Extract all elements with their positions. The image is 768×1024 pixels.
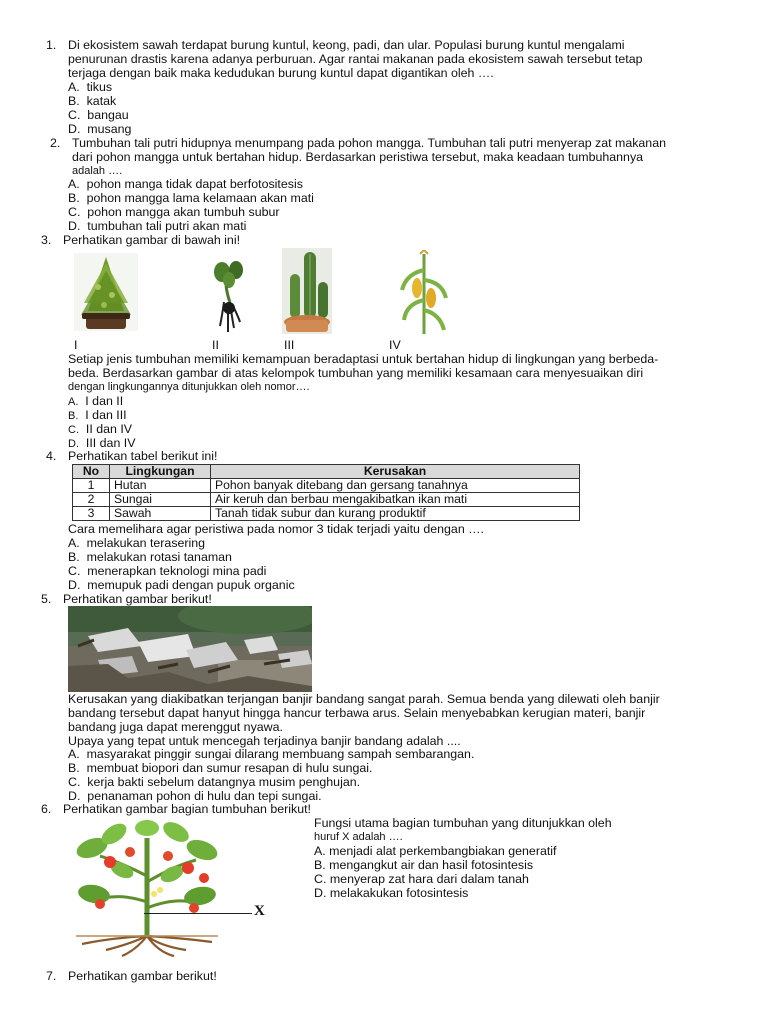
question-text-line: beda. Berdasarkan gambar di atas kelompok tumbuhan yang memiliki kesamaan cara menyesuaikan diri: [68, 366, 644, 380]
image-label-iv: IV: [389, 338, 401, 352]
option-a: A. masyarakat pinggir sungai dilarang membuang sampah sembarangan.: [68, 747, 475, 761]
option-a: A. tikus: [68, 80, 113, 94]
question-text-line: dari pohon mangga untuk bertahan hidup. Berdasarkan peristiwa tersebut, maka keadaan tumbuhannya: [72, 150, 644, 164]
option-c: C. bangau: [68, 108, 129, 122]
option-d: D. III dan IV: [68, 436, 136, 450]
table-row: [73, 479, 580, 493]
question-text-line: Fungsi utama bagian tumbuhan yang ditunjukkan oleh: [314, 816, 612, 830]
plant-image-water-hyacinth: [208, 258, 248, 334]
question-text-line: Di ekosistem sawah terdapat burung kuntul, keong, padi, dan ular. Populasi burung kuntul mengalami: [68, 38, 625, 52]
question-prompt: Perhatikan gambar berikut!: [63, 592, 212, 606]
plant-image-conifer: [74, 253, 138, 331]
question-text-line: Upaya yang tepat untuk mencegah terjadinya banjir bandang adalah ....: [68, 734, 461, 748]
question-number: 6.: [41, 802, 52, 816]
option-c: C. menyerap zat hara dari dalam tanah: [314, 872, 529, 886]
damage-table: [72, 464, 580, 521]
table-row: [73, 507, 580, 521]
question-text-line: huruf X adalah ….: [314, 831, 403, 843]
question-prompt: Perhatikan gambar berikut!: [68, 969, 217, 983]
image-label-iii: III: [284, 338, 295, 352]
plant-image-corn: [398, 250, 450, 336]
question-text-line: terjaga dengan baik maka kedudukan burung kuntul dapat digantikan oleh ….: [68, 66, 494, 80]
table-cell: 2: [73, 493, 110, 507]
table-cell: Sawah: [110, 507, 211, 521]
option-b: B. katak: [68, 94, 117, 108]
question-text-line: Tumbuhan tali putri hidupnya menumpang pada pohon mangga. Tumbuhan tali putri menyerap zat makanan: [72, 136, 666, 150]
question-prompt: Perhatikan gambar di bawah ini!: [63, 233, 241, 247]
question-prompt: Perhatikan gambar bagian tumbuhan berikut!: [63, 802, 311, 816]
question-prompt: Perhatikan tabel berikut ini!: [68, 449, 218, 463]
question-text-line: bandang juga dapat merenggut nyawa.: [68, 720, 283, 734]
question-text-line: Setiap jenis tumbuhan memiliki kemampuan beradaptasi untuk bertahan hidup di lingkungan yang berbeda-: [68, 352, 659, 366]
table-cell: Hutan: [110, 479, 211, 493]
question-number: 7.: [46, 969, 57, 983]
table-cell: 1: [73, 479, 110, 493]
option-c: C. pohon mangga akan tumbuh subur: [68, 205, 280, 219]
option-d: D. penanaman pohon di hulu dan tepi sungai.: [68, 789, 322, 803]
question-number: 1.: [46, 38, 57, 52]
option-b: B. melakukan rotasi tanaman: [68, 550, 232, 564]
table-header-row: [73, 465, 580, 479]
option-c: C. II dan IV: [68, 422, 133, 436]
table-row: [73, 493, 580, 507]
question-text-line: bandang tersebut dapat hanyut hingga hancur terbawa arus. Selain menyebabkan kerugian materi, banjir: [68, 706, 646, 720]
option-d: D. melakakukan fotosintesis: [314, 886, 469, 900]
table-header: Kerusakan: [211, 465, 580, 479]
question-text-line: Kerusakan yang diakibatkan terjangan banjir bandang sangat parah. Semua benda yang dilewati oleh banjir: [68, 692, 660, 706]
option-c: C. menerapkan teknologi mina padi: [68, 564, 267, 578]
option-b: B. I dan III: [68, 408, 127, 422]
pointer-label-x: X: [254, 903, 265, 919]
option-d: D. tumbuhan tali putri akan mati: [68, 219, 247, 233]
image-label-i: I: [74, 338, 78, 352]
option-a: A. menjadi alat perkembangbiakan generatif: [314, 844, 557, 858]
table-cell: Tanah tidak subur dan kurang produktif: [211, 507, 580, 521]
option-a: A. I dan II: [68, 394, 124, 408]
option-c: C. kerja bakti sebelum datangnya musim penghujan.: [68, 775, 361, 789]
plant-image-cactus: [282, 248, 332, 334]
question-number: 5.: [41, 592, 52, 606]
question-text-line: Cara memelihara agar peristiwa pada nomor 3 tidak terjadi yaitu dengan ….: [68, 522, 484, 536]
table-header: No: [73, 465, 110, 479]
option-a: A. melakukan terasering: [68, 536, 206, 550]
option-d: D. musang: [68, 122, 132, 136]
question-number: 4.: [46, 449, 57, 463]
table-cell: 3: [73, 507, 110, 521]
plant-parts-image: [70, 818, 224, 958]
question-text-line: dengan lingkungannya ditunjukkan oleh nomor….: [68, 381, 310, 393]
question-number: 3.: [41, 233, 52, 247]
option-a: A. pohon manga tidak dapat berfotositesis: [68, 177, 303, 191]
option-b: B. membuat biopori dan sumur resapan di hulu sungai.: [68, 761, 373, 775]
option-d: D. memupuk padi dengan pupuk organic: [68, 578, 295, 592]
question-text-line: penurunan drastis karena adanya perburuan. Agar rantai makanan pada ekosistem sawah tersebut tetap: [68, 52, 643, 66]
pointer-line: [144, 913, 252, 914]
table-cell: Sungai: [110, 493, 211, 507]
flood-debris-photo: [68, 606, 312, 692]
question-text-line: adalah ….: [72, 165, 123, 177]
table-cell: Pohon banyak ditebang dan gersang tanahnya: [211, 479, 580, 493]
option-b: B. pohon mangga lama kelamaan akan mati: [68, 191, 314, 205]
option-b: B. mengangkut air dan hasil fotosintesis: [314, 858, 534, 872]
image-label-ii: II: [212, 338, 219, 352]
table-cell: Air keruh dan berbau mengakibatkan ikan mati: [211, 493, 580, 507]
question-number: 2.: [50, 136, 61, 150]
table-header: Lingkungan: [110, 465, 211, 479]
